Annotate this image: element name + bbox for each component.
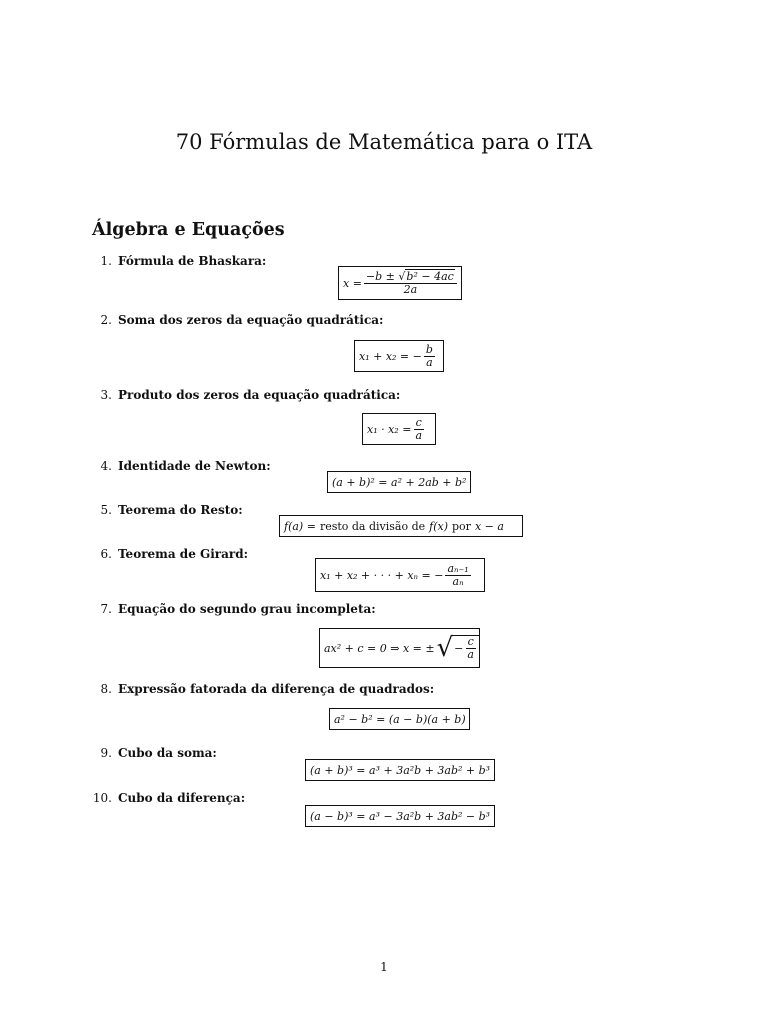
formula-numerator: c bbox=[415, 415, 422, 429]
item-heading: Cubo da diferença: bbox=[118, 791, 246, 805]
formula-lhs: x₁ · x₂ = bbox=[367, 422, 412, 436]
item-number: 6. bbox=[100, 547, 112, 561]
item-heading: Cubo da soma: bbox=[118, 746, 217, 760]
formula-lhs: f(a) = bbox=[284, 519, 316, 533]
item-heading: Teorema do Resto: bbox=[118, 503, 243, 517]
formula-box-girard bbox=[315, 558, 485, 592]
item-number: 5. bbox=[100, 503, 112, 517]
item-number: 1. bbox=[100, 254, 112, 268]
formula-lhs: x₁ + x₂ = − bbox=[359, 349, 422, 363]
formula-box-remainder bbox=[279, 515, 523, 537]
sqrt-icon: √ bbox=[436, 633, 454, 663]
formula-lhs: ax² + c = 0 ⇒ x = ± bbox=[324, 641, 435, 655]
item-heading: Produto dos zeros da equação quadrática: bbox=[118, 388, 401, 402]
formula-tail: x − a bbox=[474, 519, 504, 533]
formula-box-incomplete: ax² + c = 0 ⇒ x = ± √ − $\frac{c}{a}$ bbox=[319, 628, 480, 668]
formula-lhs: x = bbox=[343, 276, 362, 290]
formula-numerator: aₙ₋₁ bbox=[447, 561, 469, 575]
item-heading: Teorema de Girard: bbox=[118, 547, 249, 561]
formula-fx: f(x) bbox=[429, 519, 449, 533]
formula-box-newton: (a + b)² = a² + 2ab + b² bbox=[327, 471, 471, 493]
formula-box-bhaskara bbox=[338, 266, 462, 300]
formula-box-diff-squares: a² − b² = (a − b)(a + b) bbox=[329, 708, 470, 730]
formula-radicand: b² − 4ac bbox=[406, 269, 454, 283]
formula-numerator: c bbox=[467, 635, 474, 648]
item-number: 9. bbox=[100, 746, 112, 760]
item-number: 2. bbox=[100, 313, 112, 327]
item-heading: Equação do segundo grau incompleta: bbox=[118, 602, 376, 616]
page-number: 1 bbox=[380, 960, 388, 974]
formula-box-product-zeros bbox=[362, 413, 436, 445]
section-title: Álgebra e Equações bbox=[92, 220, 285, 240]
formula-box-cube-sum: (a + b)³ = a³ + 3a²b + 3ab² + b³ bbox=[305, 759, 495, 781]
item-heading: Expressão fatorada da diferença de quadrados: bbox=[118, 682, 435, 696]
formula-box-cube-diff: (a − b)³ = a³ − 3a²b + 3ab² − b³ bbox=[305, 805, 495, 827]
formula-text: resto da divisão de bbox=[319, 519, 426, 533]
formula-denominator: a bbox=[415, 428, 422, 442]
formula-numerator: b bbox=[425, 342, 433, 356]
formula-box-sum-zeros bbox=[354, 340, 444, 372]
item-heading: Soma dos zeros da equação quadrática: bbox=[118, 313, 384, 327]
formula-numerator: −b ± √ bbox=[365, 269, 406, 283]
item-number: 4. bbox=[100, 459, 112, 473]
item-number: 10. bbox=[92, 791, 112, 805]
item-heading: Identidade de Newton: bbox=[118, 459, 271, 473]
formula-denominator: aₙ bbox=[452, 574, 464, 588]
formula-denominator: 2a bbox=[403, 282, 418, 296]
item-heading: Fórmula de Bhaskara: bbox=[118, 254, 267, 268]
formula-denominator: a bbox=[467, 648, 474, 661]
formula-denominator: a bbox=[426, 355, 433, 369]
item-number: 7. bbox=[100, 602, 112, 616]
formula-text-por: por bbox=[452, 519, 471, 533]
formula-lhs: x₁ + x₂ + · · · + xₙ = − bbox=[320, 568, 444, 582]
page-title: 70 Fórmulas de Matemática para o ITA bbox=[175, 130, 593, 154]
item-number: 3. bbox=[100, 388, 112, 402]
item-number: 8. bbox=[100, 682, 112, 696]
